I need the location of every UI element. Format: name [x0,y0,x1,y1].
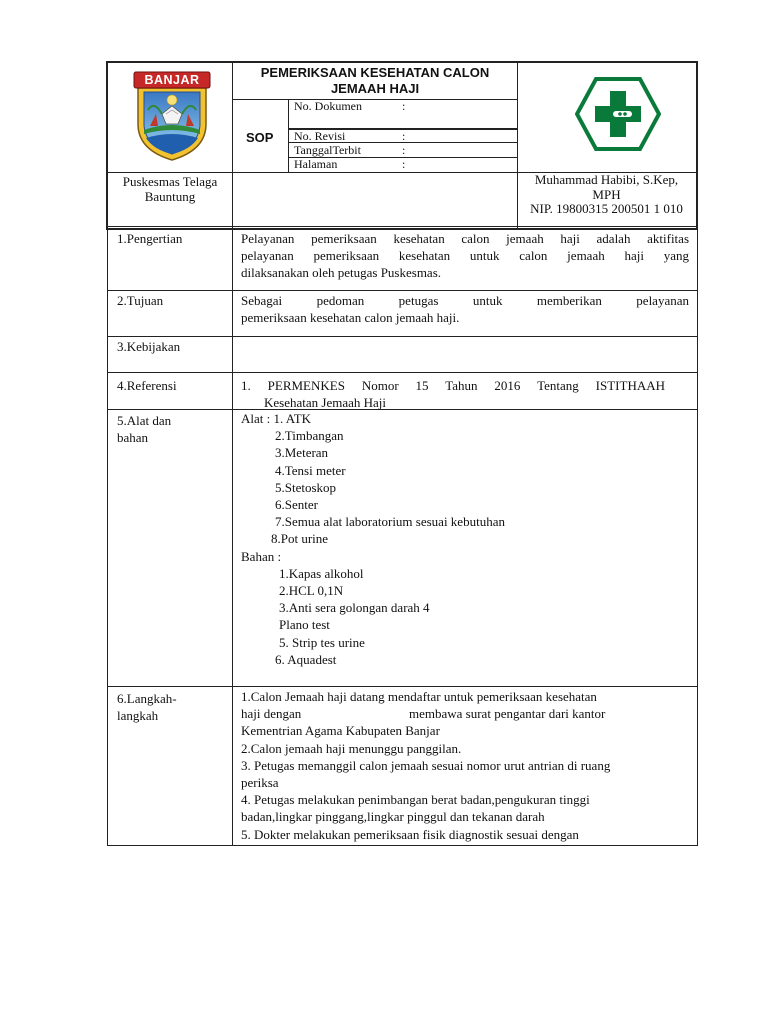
label-line: bahan [117,430,149,445]
institution-line2: Bauntung [144,189,196,204]
content-line: Sebagai pedoman petugas untuk memberikan pelayanan [241,293,689,308]
section-content-pengertian [241,230,689,282]
section-content-alat-bahan [241,410,689,668]
bahan-item: 2.HCL 0,1N [279,583,344,599]
bahan-item: 1.Kapas alkohol [279,565,364,581]
meta-label: TanggalTerbit [294,143,361,157]
step-line: 5. Dokter melakukan pemeriksaan fisik diagnostik sesuai dengan [241,826,579,842]
content-line: Pelayanan pemeriksaan kesehatan calon jemaah haji adalah aktifitas [241,231,689,246]
content-line: pelayanan pemeriksaan kesehatan untuk calon jemaah haji yang [241,248,689,264]
signer-block [517,173,696,217]
section-label-referensi: 4.Referensi [117,378,177,393]
section-label-kebijakan: 3.Kebijakan [117,339,181,354]
alat-item: 2.Timbangan [275,428,344,444]
signer-title: MPH [592,186,621,202]
bahan-item: 5. Strip tes urine [279,634,365,650]
content-line: 1. PERMENKES Nomor 15 Tahun 2016 Tentang ISTITHAAH [241,378,665,393]
step-line: periksa [241,775,279,791]
step-line: 1.Calon Jemaah haji datang mendaftar untuk pemeriksaan kesehatan [241,689,597,704]
step-line [241,705,689,722]
puskesmas-logo [575,77,661,151]
content-line: dilaksanakan oleh petugas Puskesmas. [241,265,442,281]
bahan-item: Plano test [279,617,330,633]
label-line: langkah [117,708,159,723]
step-line: 3. Petugas memanggil calon jemaah sesuai nomor urut antrian di ruang [241,757,611,773]
section-label-tujuan: 2.Tujuan [117,293,164,308]
document-title-line2: JEMAAH HAJI [330,81,420,96]
content-line: pemeriksaan kesehatan calon jemaah haji. [241,310,460,326]
alat-item: 3.Meteran [275,445,329,461]
alat-item: 6.Senter [275,497,318,513]
step-fragment: membawa surat pengantar dari kantor [409,706,606,722]
meta-row-no-revisi [294,129,345,143]
meta-row-tanggal-terbit [294,143,361,157]
alat-heading: Alat : 1. ATK [241,411,312,426]
alat-item: 5.Stetoskop [275,479,337,495]
step-line: Kementrian Agama Kabupaten Banjar [241,723,440,739]
alat-item: 4.Tensi meter [275,462,346,478]
banjar-regency-logo [132,70,212,162]
meta-row-halaman [294,157,337,171]
bahan-item: 3.Anti sera golongan darah 4 [279,600,430,616]
meta-sep: : [402,143,406,157]
step-fragment: haji dengan [241,706,302,722]
meta-sep: : [402,129,406,143]
section-content-langkah [241,688,689,843]
section-content-referensi [241,377,665,411]
content-line: Kesehatan Jemaah Haji [264,395,387,411]
meta-sep: : [402,99,406,113]
meta-label: No. Revisi [294,129,346,143]
step-line: 2.Calon jemaah haji menunggu panggilan. [241,740,462,756]
section-label-langkah [117,690,177,724]
meta-sep: : [402,157,406,171]
meta-label: Halaman [294,157,338,171]
section-content-tujuan [241,292,689,326]
alat-item: 7.Semua alat laboratorium sesuai kebutuhan [275,514,505,530]
step-line: 4. Petugas melakukan penimbangan berat badan,pengukuran tinggi [241,792,590,808]
label-line: 6.Langkah- [117,691,177,706]
bahan-item: 6. Aquadest [275,651,337,667]
meta-row-no-dokumen [294,99,362,113]
alat-item: 8.Pot urine [271,531,329,547]
logo-banjar-text: BANJAR [144,73,200,87]
sop-label: SOP [246,130,274,145]
signer-nip: NIP. 19800315 200501 1 010 [530,201,683,216]
meta-label: No. Dokumen [294,99,362,113]
document-title-line1: PEMERIKSAAN KESEHATAN CALON [260,65,490,80]
bahan-heading: Bahan : [241,548,282,564]
section-label-pengertian: 1.Pengertian [117,231,183,246]
step-line: badan,lingkar pinggang,lingkar pinggul dan tekanan darah [241,809,545,825]
section-label-alat-bahan [117,412,171,446]
label-line: 5.Alat dan [117,413,172,428]
document-title [233,65,517,97]
institution-line1: Puskesmas Telaga [122,174,218,189]
institution-name [108,174,232,204]
signer-name: Muhammad Habibi, S.Kep, [534,172,679,187]
